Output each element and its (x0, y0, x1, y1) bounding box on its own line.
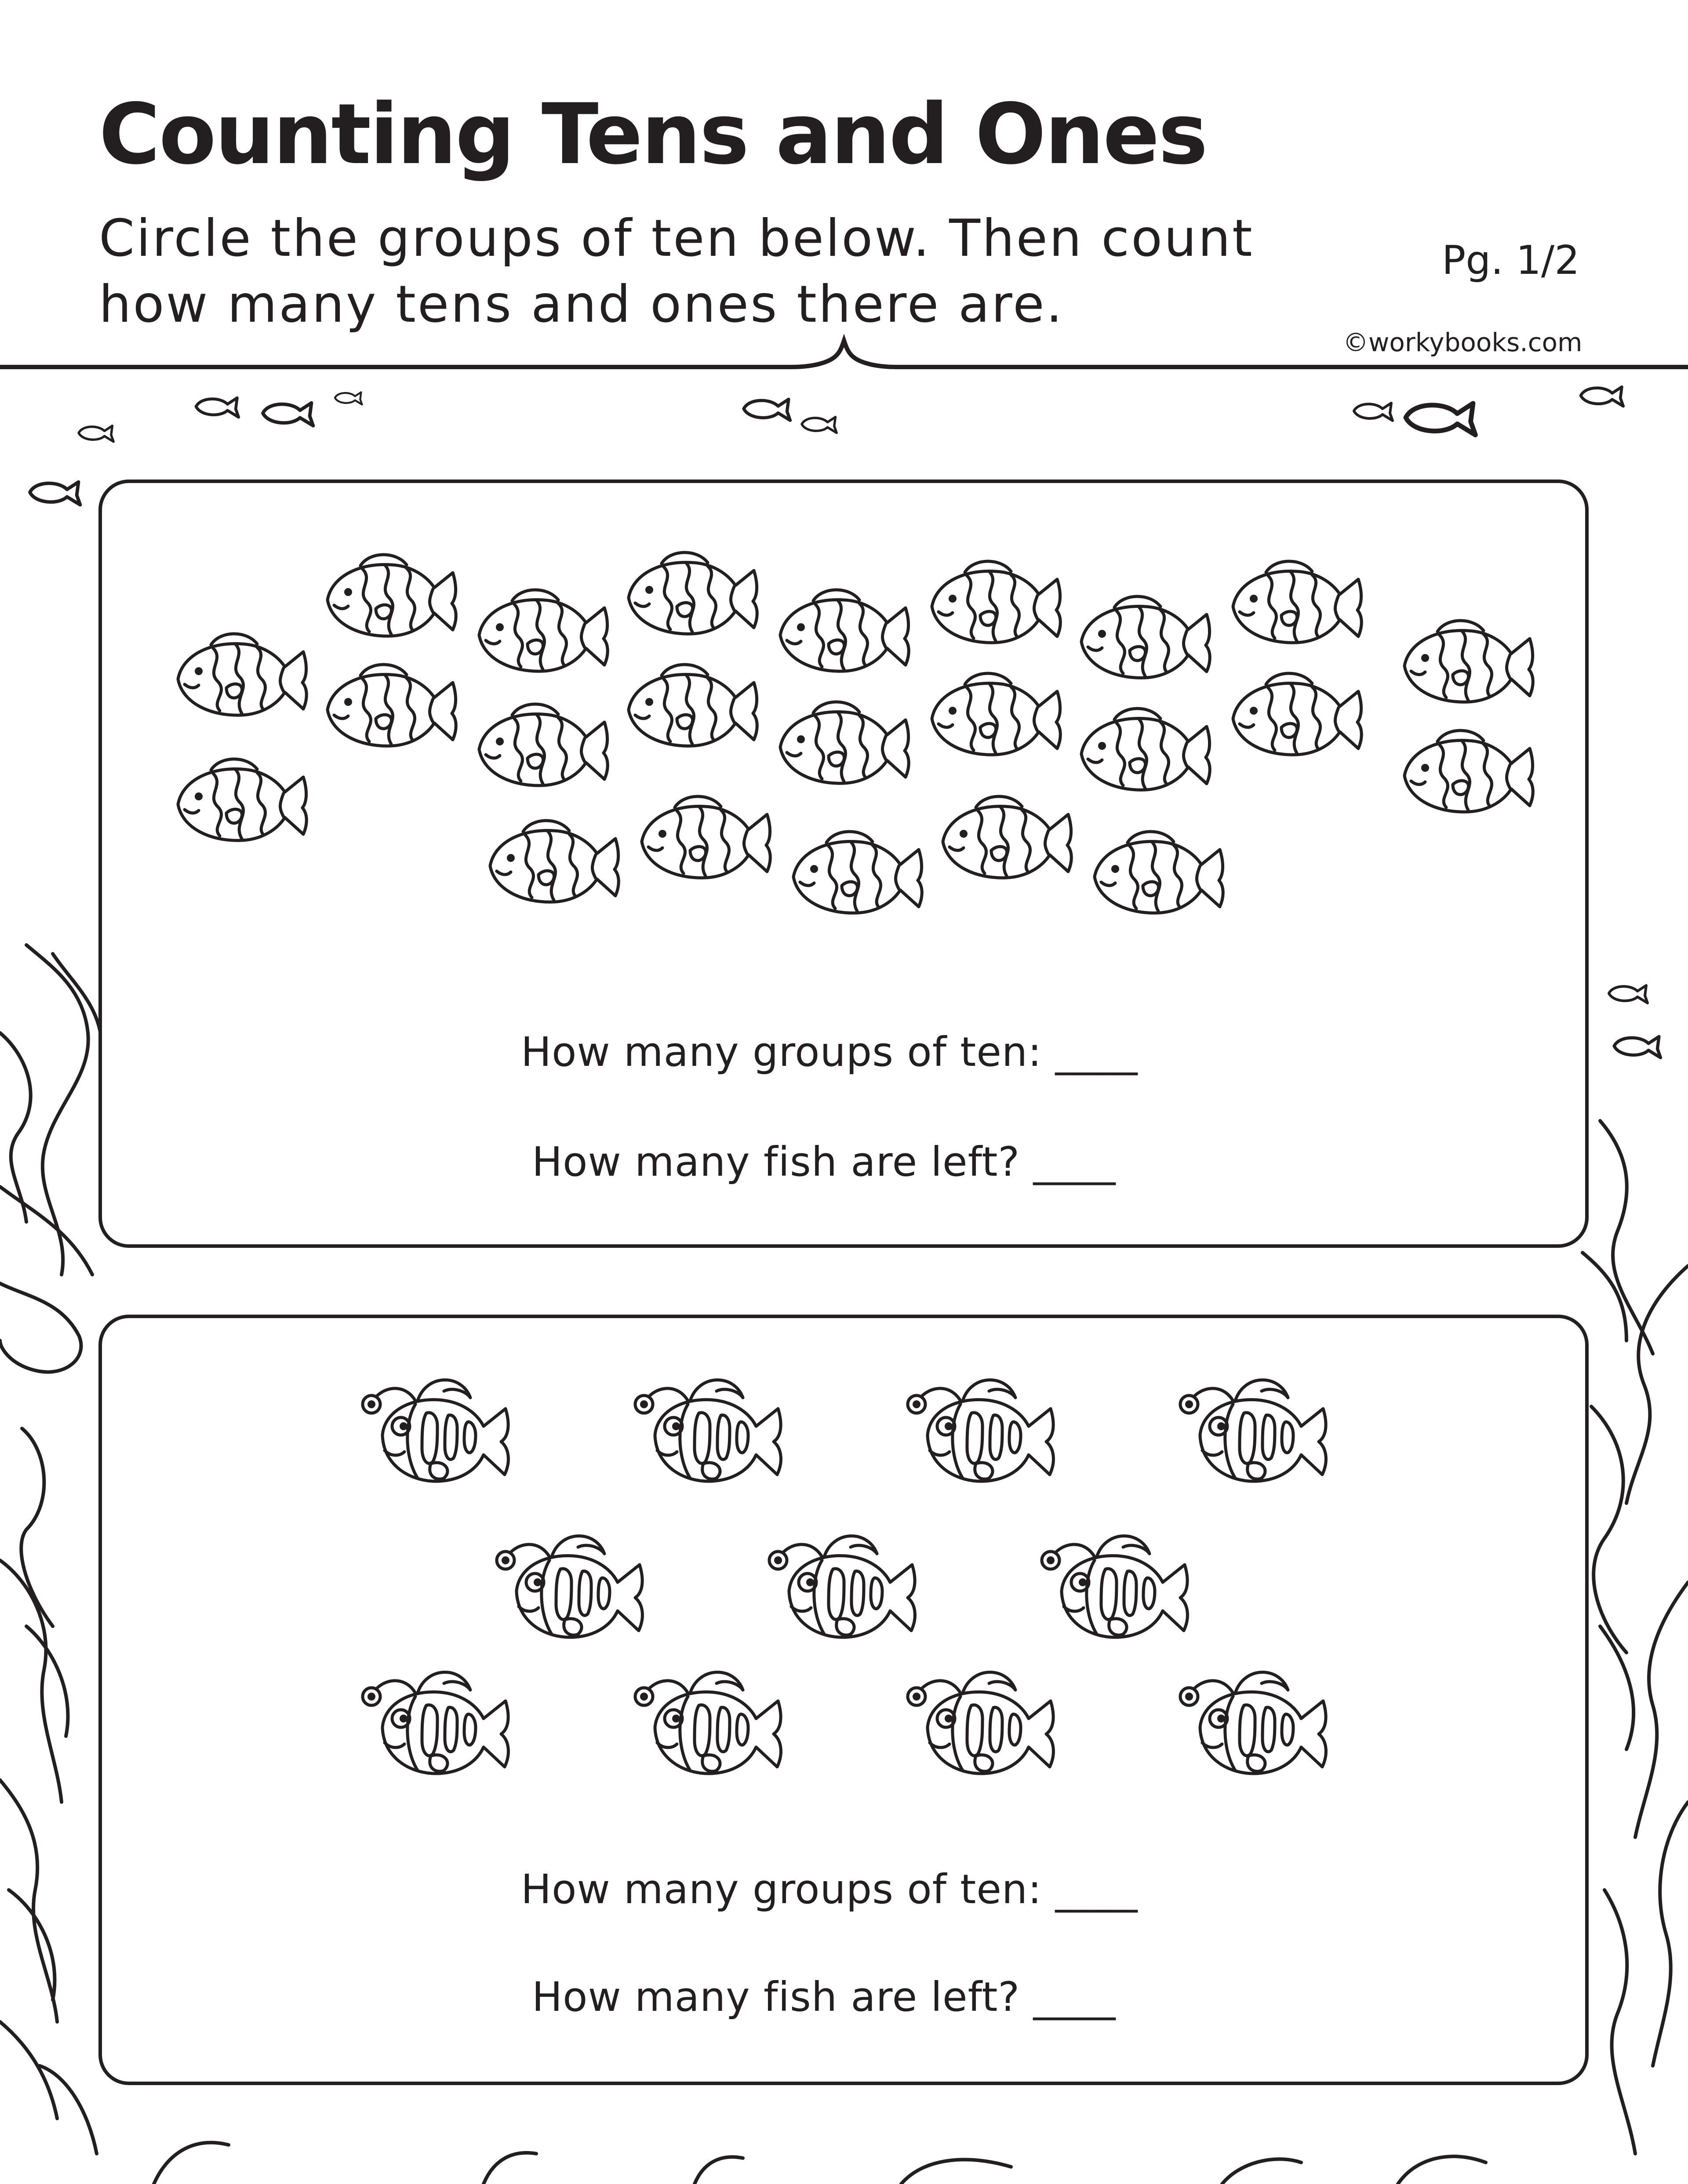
instructions-line-2: how many tens and ones there are. (99, 275, 1064, 334)
instructions-line-1: Circle the groups of ten below. Then count (99, 209, 1254, 268)
page-title: Counting Tens and Ones (99, 86, 1207, 183)
panel-2-question-tens: How many groups of ten: ____ (521, 1866, 1138, 1913)
panel-2-question-ones: How many fish are left? ____ (532, 1973, 1116, 2020)
page-indicator: Pg. 1/2 (1442, 237, 1580, 283)
panel-1-question-tens: How many groups of ten: ____ (521, 1028, 1138, 1076)
panel-1-question-ones: How many fish are left? ____ (532, 1138, 1116, 1185)
panel-2-frame (100, 1316, 1587, 2083)
copyright-notice: ©workybooks.com (1343, 327, 1582, 357)
